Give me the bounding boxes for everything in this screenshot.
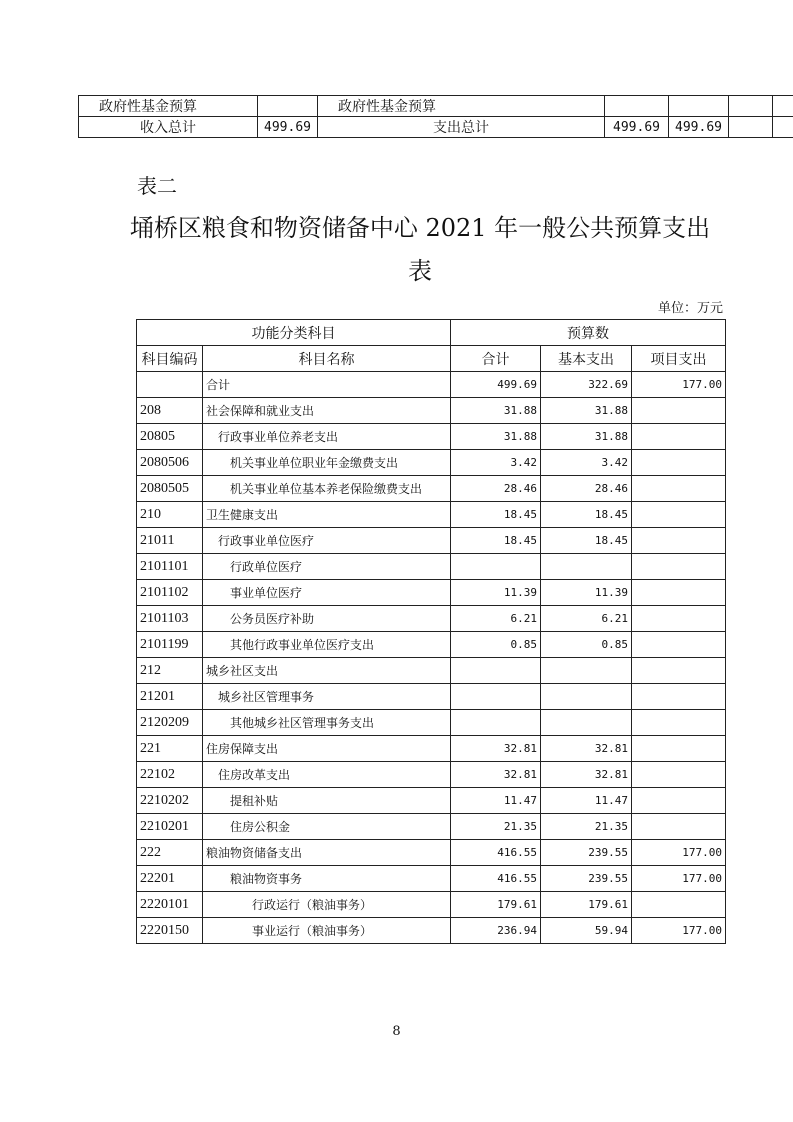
table-row [137, 606, 726, 632]
table-row [137, 840, 726, 866]
cell-basic: 11.39 [541, 580, 632, 606]
cell-code: 2210202 [137, 788, 203, 814]
cell-basic: 11.47 [541, 788, 632, 814]
cell-basic [541, 710, 632, 736]
cell-project [632, 424, 726, 450]
cell-total: 21.35 [451, 814, 541, 840]
cell-code: 208 [137, 398, 203, 424]
cell-total: 179.61 [451, 892, 541, 918]
cell-code: 2101101 [137, 554, 203, 580]
table-row [137, 632, 726, 658]
cell-code [137, 372, 203, 398]
cell-total: 18.45 [451, 502, 541, 528]
cell-total [451, 684, 541, 710]
cell-name: 住房公积金 [203, 814, 451, 840]
cell-basic: 239.55 [541, 840, 632, 866]
cell-code: 20805 [137, 424, 203, 450]
cell-basic: 32.81 [541, 762, 632, 788]
cell-project [632, 788, 726, 814]
header-project: 项目支出 [632, 346, 726, 372]
document-title: 埇桥区粮食和物资储备中心 2021 年一般公共预算支出 [129, 214, 711, 242]
cell-right-label: 政府性基金预算 [318, 96, 605, 117]
cell-total: 416.55 [451, 866, 541, 892]
cell-c1: 499.69 [605, 117, 669, 138]
cell-name: 机关事业单位基本养老保险缴费支出 [203, 476, 451, 502]
cell-total [451, 658, 541, 684]
cell-basic: 18.45 [541, 502, 632, 528]
cell-code: 221 [137, 736, 203, 762]
cell-name: 卫生健康支出 [203, 502, 451, 528]
table-row [137, 502, 726, 528]
cell-basic: 21.35 [541, 814, 632, 840]
table-row [137, 580, 726, 606]
cell-basic: 3.42 [541, 450, 632, 476]
cell-code: 2120209 [137, 710, 203, 736]
cell-left-value [258, 96, 318, 117]
cell-code: 21201 [137, 684, 203, 710]
table-row [137, 658, 726, 684]
cell-basic: 239.55 [541, 866, 632, 892]
header-budget-amount: 预算数 [451, 320, 726, 346]
cell-code: 2101102 [137, 580, 203, 606]
cell-total: 416.55 [451, 840, 541, 866]
table-row [137, 684, 726, 710]
cell-total: 499.69 [451, 372, 541, 398]
cell-c4 [773, 117, 793, 138]
cell-code: 222 [137, 840, 203, 866]
table-row [137, 814, 726, 840]
cell-total: 236.94 [451, 918, 541, 944]
income-expense-summary-table [78, 95, 793, 138]
header-basic: 基本支出 [541, 346, 632, 372]
cell-code: 21011 [137, 528, 203, 554]
cell-name: 行政单位医疗 [203, 554, 451, 580]
cell-project: 177.00 [632, 866, 726, 892]
cell-basic: 31.88 [541, 398, 632, 424]
cell-name: 事业运行（粮油事务） [203, 918, 451, 944]
cell-left-label: 政府性基金预算 [79, 96, 258, 117]
header-total: 合计 [451, 346, 541, 372]
table-row [137, 476, 726, 502]
cell-name: 其他城乡社区管理事务支出 [203, 710, 451, 736]
cell-project: 177.00 [632, 840, 726, 866]
table-row [137, 554, 726, 580]
cell-name: 合计 [203, 372, 451, 398]
cell-basic: 0.85 [541, 632, 632, 658]
cell-total: 32.81 [451, 762, 541, 788]
document-title-continued: 表 [408, 257, 432, 285]
cell-total: 28.46 [451, 476, 541, 502]
cell-project: 177.00 [632, 372, 726, 398]
unit-label: 单位：万元 [657, 301, 723, 316]
cell-total [451, 710, 541, 736]
cell-total [451, 554, 541, 580]
cell-basic: 28.46 [541, 476, 632, 502]
cell-project [632, 684, 726, 710]
table-row [137, 424, 726, 450]
cell-left-value: 499.69 [258, 117, 318, 138]
cell-name: 机关事业单位职业年金缴费支出 [203, 450, 451, 476]
cell-code: 2220101 [137, 892, 203, 918]
cell-c2: 499.69 [669, 117, 729, 138]
cell-basic: 6.21 [541, 606, 632, 632]
budget-expenditure-table [136, 319, 726, 944]
table-row [79, 96, 793, 117]
table-row [137, 450, 726, 476]
cell-total: 11.39 [451, 580, 541, 606]
section-label: 表二 [137, 174, 177, 198]
cell-basic [541, 684, 632, 710]
cell-total: 32.81 [451, 736, 541, 762]
table-row [137, 762, 726, 788]
cell-total: 18.45 [451, 528, 541, 554]
cell-code: 22102 [137, 762, 203, 788]
cell-basic [541, 554, 632, 580]
cell-code: 2080506 [137, 450, 203, 476]
cell-name: 事业单位医疗 [203, 580, 451, 606]
cell-left-label: 收入总计 [79, 117, 258, 138]
cell-code: 22201 [137, 866, 203, 892]
table-row [79, 117, 793, 138]
cell-code: 2210201 [137, 814, 203, 840]
table-row [137, 892, 726, 918]
cell-project [632, 450, 726, 476]
table-row [137, 918, 726, 944]
table-row [137, 710, 726, 736]
header-code: 科目编码 [137, 346, 203, 372]
cell-total: 6.21 [451, 606, 541, 632]
header-name: 科目名称 [203, 346, 451, 372]
cell-c2 [669, 96, 729, 117]
cell-basic: 179.61 [541, 892, 632, 918]
cell-basic: 322.69 [541, 372, 632, 398]
cell-name: 行政事业单位养老支出 [203, 424, 451, 450]
table-row [137, 398, 726, 424]
table-row [137, 372, 726, 398]
table-row [137, 788, 726, 814]
cell-project [632, 658, 726, 684]
header-functional-classification: 功能分类科目 [137, 320, 451, 346]
cell-code: 2080505 [137, 476, 203, 502]
cell-name: 住房改革支出 [203, 762, 451, 788]
cell-basic [541, 658, 632, 684]
cell-c1 [605, 96, 669, 117]
cell-name: 行政运行（粮油事务） [203, 892, 451, 918]
cell-project [632, 554, 726, 580]
cell-project [632, 398, 726, 424]
cell-name: 提租补贴 [203, 788, 451, 814]
cell-project [632, 632, 726, 658]
cell-code: 2101103 [137, 606, 203, 632]
cell-name: 城乡社区管理事务 [203, 684, 451, 710]
cell-c4 [773, 96, 793, 117]
cell-total: 31.88 [451, 424, 541, 450]
cell-code: 212 [137, 658, 203, 684]
cell-c3 [729, 96, 773, 117]
cell-project [632, 476, 726, 502]
cell-project [632, 710, 726, 736]
cell-project [632, 580, 726, 606]
table-row [137, 736, 726, 762]
cell-name: 其他行政事业单位医疗支出 [203, 632, 451, 658]
page-number: 8 [392, 1024, 401, 1039]
cell-name: 粮油物资储备支出 [203, 840, 451, 866]
cell-c3 [729, 117, 773, 138]
cell-code: 2220150 [137, 918, 203, 944]
cell-project [632, 606, 726, 632]
cell-name: 行政事业单位医疗 [203, 528, 451, 554]
cell-basic: 18.45 [541, 528, 632, 554]
cell-project [632, 814, 726, 840]
cell-basic: 59.94 [541, 918, 632, 944]
cell-basic: 31.88 [541, 424, 632, 450]
cell-code: 2101199 [137, 632, 203, 658]
cell-name: 社会保障和就业支出 [203, 398, 451, 424]
cell-right-label: 支出总计 [318, 117, 605, 138]
cell-basic: 32.81 [541, 736, 632, 762]
cell-name: 公务员医疗补助 [203, 606, 451, 632]
cell-name: 粮油物资事务 [203, 866, 451, 892]
header-row [137, 346, 726, 372]
cell-code: 210 [137, 502, 203, 528]
header-row-group [137, 320, 726, 346]
cell-project [632, 762, 726, 788]
cell-project [632, 528, 726, 554]
table-row [137, 866, 726, 892]
cell-total: 31.88 [451, 398, 541, 424]
table-row [137, 528, 726, 554]
cell-project [632, 502, 726, 528]
cell-project [632, 736, 726, 762]
cell-total: 3.42 [451, 450, 541, 476]
cell-total: 11.47 [451, 788, 541, 814]
cell-name: 住房保障支出 [203, 736, 451, 762]
cell-project: 177.00 [632, 918, 726, 944]
cell-project [632, 892, 726, 918]
cell-name: 城乡社区支出 [203, 658, 451, 684]
table-body [137, 372, 726, 944]
cell-total: 0.85 [451, 632, 541, 658]
